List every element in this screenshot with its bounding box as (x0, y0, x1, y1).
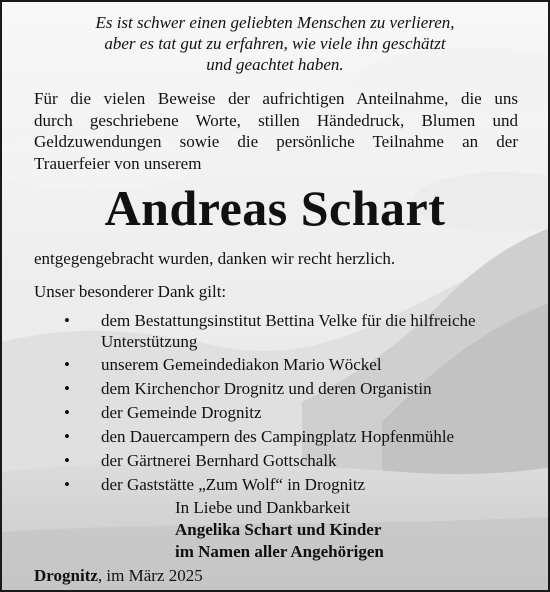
verse-line: aber es tat gut zu erfahren, wie viele ihn geschätzt (104, 34, 446, 53)
intro-line: Geldzuwendungen sowie die persönliche Teilnahme an der (34, 132, 518, 151)
bullet-icon: • (64, 475, 70, 494)
bullet-icon: • (64, 379, 70, 398)
verse-line: und geachtet haben. (206, 55, 344, 74)
bullet-icon: • (64, 403, 70, 422)
verse (2, 12, 548, 75)
list-item-text: Unterstützung (101, 332, 198, 351)
footer-place-date (34, 565, 203, 587)
list-item-text: der Gaststätte „Zum Wolf“ in Drognitz (101, 475, 366, 494)
bullet-icon: • (64, 355, 70, 374)
intro-line: Für die vielen Beweise der aufrichtigen Anteilnahme, die uns (34, 89, 518, 108)
list-item-text: den Dauercampern des Campingplatz Hopfenmühle (101, 427, 455, 446)
after-name-text: entgegengebracht wurden, danken wir recht herzlich. (34, 249, 396, 268)
intro-line: durch geschriebene Worte, stillen Händedruck, Blumen und (34, 110, 518, 130)
thanks-intro: Unser besonderer Dank gilt: (34, 282, 227, 301)
intro-paragraph (34, 88, 518, 174)
list-item-text: der Gemeinde Drognitz (101, 403, 262, 422)
verse-line: Es ist schwer einen geliebten Menschen zu verlieren, (95, 13, 455, 32)
signoff-names: Angelika Schart und Kinder (175, 520, 382, 539)
bullet-icon: • (64, 451, 70, 470)
list-item-text: dem Bestattungsinstitut Bettina Velke für die hilfreiche (101, 311, 476, 330)
footer-date: , im März 2025 (97, 566, 203, 585)
signoff-line: In Liebe und Dankbarkeit (175, 498, 351, 517)
intro-line: Trauerfeier von unserem (34, 153, 202, 173)
signoff-relatives: im Namen aller Angehörigen (175, 542, 384, 561)
bullet-icon: • (64, 311, 70, 330)
list-item-text: der Gärtnerei Bernhard Gottschalk (101, 451, 337, 470)
list-item-text: unserem Gemeindediakon Mario Wöckel (101, 355, 382, 374)
deceased-name: Andreas Schart (104, 180, 446, 236)
bullet-icon: • (64, 427, 70, 446)
signoff (175, 497, 384, 563)
list-item-text: dem Kirchenchor Drognitz und deren Organistin (101, 379, 432, 398)
footer-place: Drognitz (34, 566, 98, 585)
